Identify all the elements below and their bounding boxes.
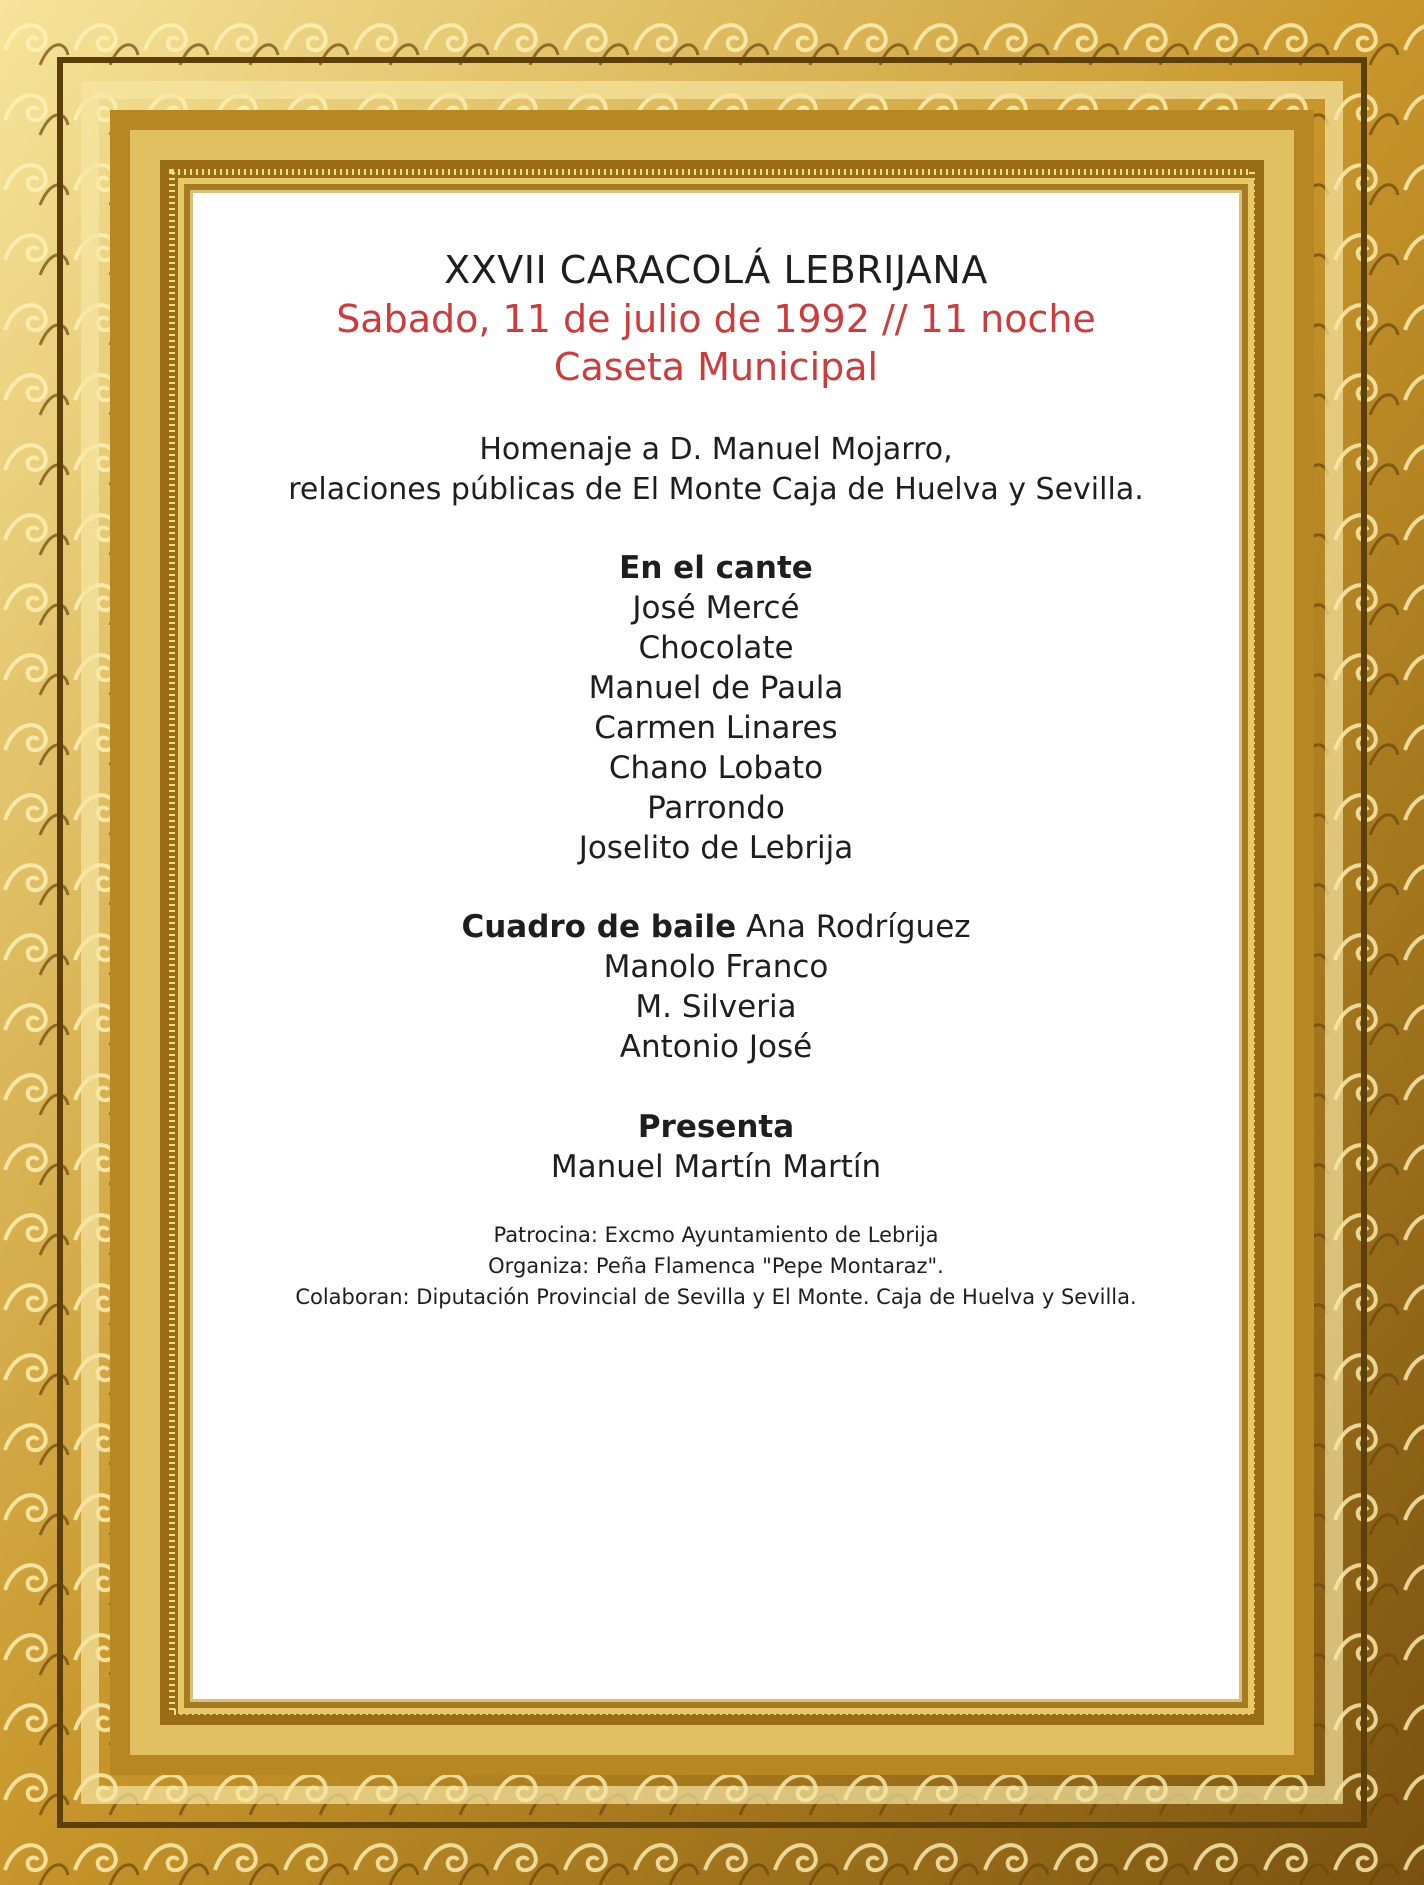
- cante-section: [190, 548, 1242, 868]
- tribute-line-2: relaciones públicas de El Monte Caja de Huelva y Sevilla.: [288, 472, 1144, 507]
- cante-artist: Parrondo: [647, 790, 785, 826]
- baile-section: [190, 907, 1242, 1067]
- tribute-line-1: Homenaje a D. Manuel Mojarro,: [479, 432, 953, 467]
- event-venue: Caseta Municipal: [553, 345, 879, 389]
- cante-heading: En el cante: [619, 550, 813, 586]
- credit-organiza: Organiza: Peña Flamenca "Pepe Montaraz".: [488, 1254, 944, 1278]
- baile-artist: M. Silveria: [635, 989, 797, 1025]
- cante-artist: Manuel de Paula: [588, 670, 844, 706]
- cante-artist: Chano Lobato: [608, 750, 824, 786]
- baile-heading: Cuadro de baile: [461, 909, 737, 945]
- baile-first-line: [190, 907, 1242, 947]
- baile-artist: Manolo Franco: [603, 949, 829, 985]
- presenta-heading: Presenta: [637, 1109, 795, 1145]
- tribute-text: [190, 430, 1242, 510]
- presenter-name: Manuel Martín Martín: [550, 1149, 882, 1185]
- event-date-time: Sabado, 11 de julio de 1992 // 11 noche: [336, 297, 1096, 341]
- poster-canvas: [190, 190, 1242, 1702]
- cante-artist: Chocolate: [638, 630, 794, 666]
- cante-artist: Joselito de Lebrija: [578, 830, 854, 866]
- cante-artist: José Mercé: [632, 590, 800, 626]
- credit-patrocina: Patrocina: Excmo Ayuntamiento de Lebrija: [493, 1223, 939, 1247]
- cante-artist: Carmen Linares: [594, 710, 838, 746]
- credits-section: [190, 1220, 1242, 1313]
- presenta-section: [190, 1107, 1242, 1187]
- baile-artist: Antonio José: [619, 1029, 813, 1065]
- baile-artist: Ana Rodríguez: [746, 909, 971, 945]
- credit-colaboran: Colaboran: Diputación Provincial de Sevilla y El Monte. Caja de Huelva y Sevilla.: [295, 1285, 1137, 1309]
- event-title: XXVII CARACOLÁ LEBRIJANA: [444, 248, 988, 292]
